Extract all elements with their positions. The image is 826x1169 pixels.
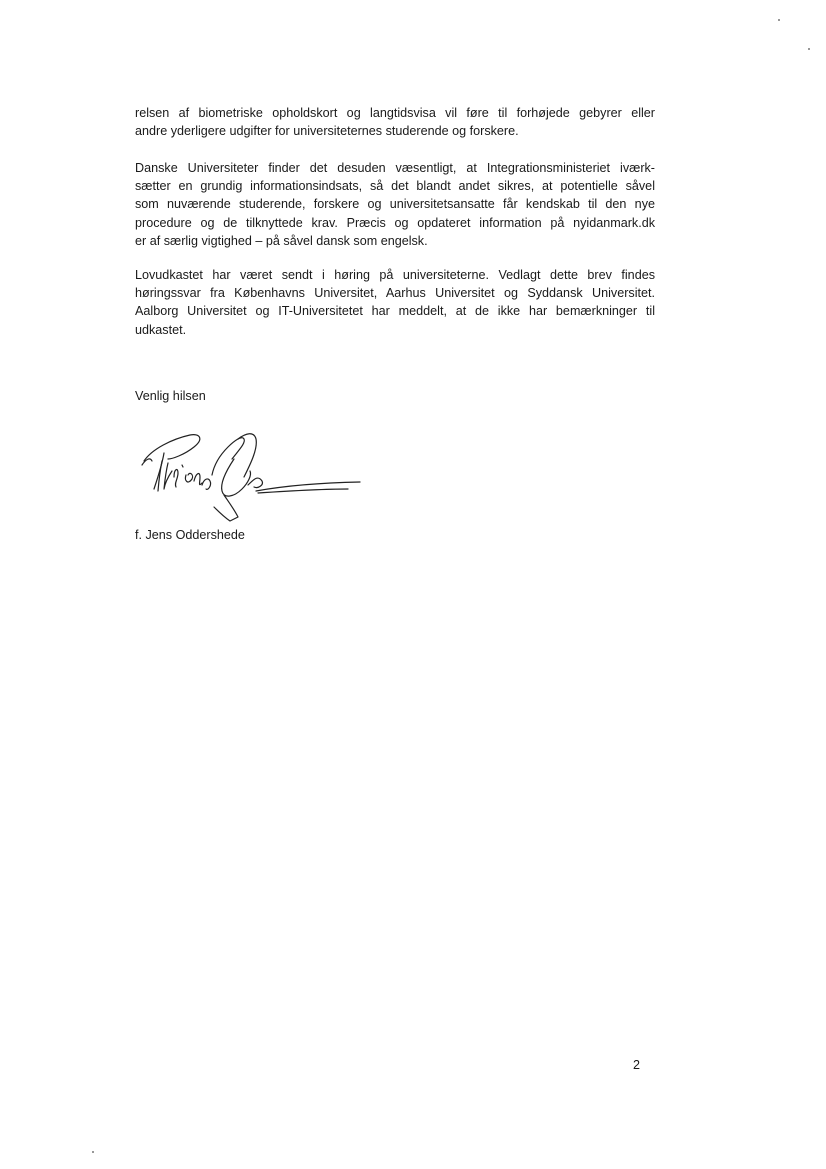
scan-speck	[778, 19, 780, 21]
text-line: Lovudkastet har været sendt i høring på universiteterne. Vedlagt dette brev findes	[135, 268, 655, 282]
text-line: Aalborg Universitet og IT-Universitetet har meddelt, at de ikke har bemærkninger til	[135, 304, 655, 319]
scan-speck	[808, 48, 810, 50]
signer-name: f. Jens Oddershede	[135, 528, 245, 542]
text-line: høringssvar fra Københavns Universitet, Aarhus Universitet og Syddansk Universitet.	[135, 286, 655, 301]
text-line: som nuværende studerende, forskere og universitetsansatte får kendskab til den nye	[135, 197, 655, 212]
closing-salutation: Venlig hilsen	[135, 389, 206, 403]
paragraph-information-effort	[135, 159, 655, 250]
paragraph-hearing-responses	[135, 266, 655, 339]
text-line: sætter en grundig informationsindsats, så det blandt andet sikres, at potentielle såvel	[135, 179, 655, 194]
page-number: 2	[633, 1058, 641, 1072]
text-line: Danske Universiteter finder det desuden væsentligt, at Integrationsministeriet iværk-	[135, 161, 655, 175]
text-line: udkastet.	[135, 322, 187, 337]
text-line: relsen af biometriske opholdskort og langtidsvisa vil føre til forhøjede gebyrer eller	[135, 106, 655, 120]
paragraph-biometric-fees	[135, 104, 655, 140]
handwritten-signature	[138, 425, 368, 525]
text-line: procedure og de tilknyttede krav. Præcis og opdateret information på nyidanmark.dk	[135, 215, 655, 230]
text-line: er af særlig vigtighed – på såvel dansk som engelsk.	[135, 233, 428, 248]
text-line: andre yderligere udgifter for universiteternes studerende og forskere.	[135, 124, 519, 139]
scan-speck	[92, 1151, 94, 1153]
